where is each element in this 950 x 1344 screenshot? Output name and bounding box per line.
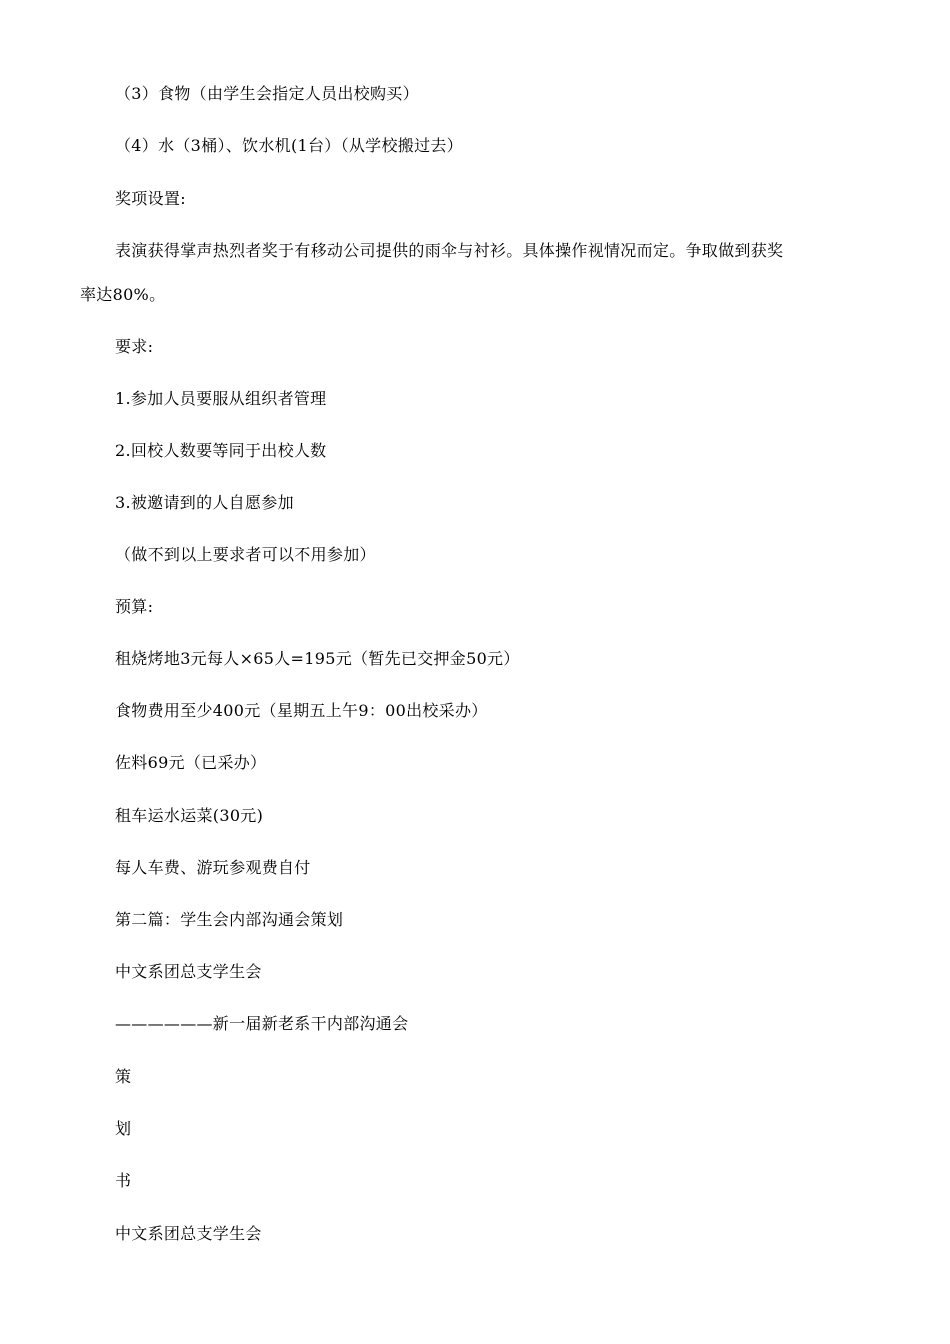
- text-line-awards-desc: 表演获得掌声热烈者奖于有移动公司提供的雨伞与衬衫。具体操作视情况而定。争取做到获奖: [115, 241, 784, 260]
- text-line-title-char-3: 书: [115, 1171, 132, 1190]
- text-line-subtitle: ——————新一届新老系干内部沟通会: [115, 1014, 409, 1033]
- heading-requirements: 要求:: [115, 337, 154, 356]
- text-line-title-char-1: 策: [115, 1067, 132, 1086]
- heading-budget: 预算:: [115, 597, 154, 616]
- text-line-title-char-2: 划: [115, 1119, 132, 1138]
- text-line-budget-self: 每人车费、游玩参观费自付: [115, 858, 311, 877]
- text-line-awards-desc-cont: 率达80%。: [80, 285, 166, 304]
- text-line-req-note: （做不到以上要求者可以不用参加）: [115, 545, 376, 564]
- text-line-budget-car: 租车运水运菜(30元): [115, 806, 264, 825]
- text-line-req-2: 2.回校人数要等同于出校人数: [115, 441, 327, 460]
- heading-awards: 奖项设置:: [115, 189, 186, 208]
- text-line-budget-food: 食物费用至少400元（星期五上午9：00出校采办）: [115, 701, 488, 720]
- text-line-org-1: 中文系团总支学生会: [115, 962, 262, 981]
- text-line-food: （3）食物（由学生会指定人员出校购买）: [115, 84, 419, 103]
- text-line-budget-seasoning: 佐料69元（已采办）: [115, 753, 267, 772]
- heading-part-two: 第二篇：学生会内部沟通会策划: [115, 910, 344, 929]
- text-line-req-1: 1.参加人员要服从组织者管理: [115, 389, 327, 408]
- text-line-budget-bbq: 租烧烤地3元每人×65人=195元（暂先已交押金50元）: [115, 649, 520, 668]
- text-line-req-3: 3.被邀请到的人自愿参加: [115, 493, 294, 512]
- text-line-org-2: 中文系团总支学生会: [115, 1224, 262, 1243]
- text-line-water: （4）水（3桶）、饮水机(1台）（从学校搬过去）: [115, 136, 463, 155]
